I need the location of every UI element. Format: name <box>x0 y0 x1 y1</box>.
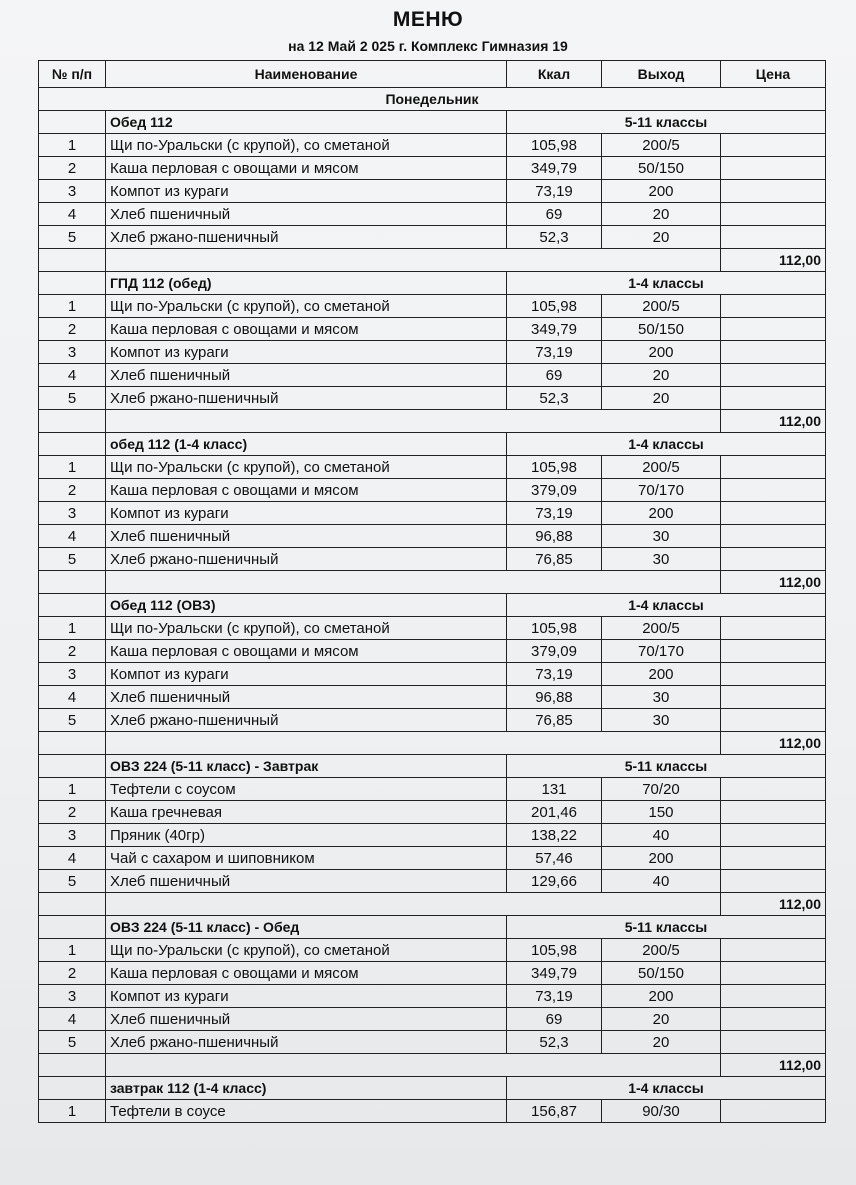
item-kcal: 105,98 <box>507 295 602 318</box>
item-output: 70/20 <box>602 778 721 801</box>
item-price <box>721 134 826 157</box>
item-output: 20 <box>602 1031 721 1054</box>
item-number: 3 <box>39 985 106 1008</box>
item-price <box>721 525 826 548</box>
section-name: Обед 112 <box>106 111 507 134</box>
item-output: 90/30 <box>602 1100 721 1123</box>
item-kcal: 69 <box>507 1008 602 1031</box>
item-kcal: 96,88 <box>507 686 602 709</box>
item-price <box>721 295 826 318</box>
item-kcal: 73,19 <box>507 341 602 364</box>
section-total-price: 112,00 <box>721 571 826 594</box>
item-number: 2 <box>39 640 106 663</box>
total-empty-cell <box>39 410 106 433</box>
item-kcal: 76,85 <box>507 548 602 571</box>
item-output: 150 <box>602 801 721 824</box>
section-name: завтрак 112 (1-4 класс) <box>106 1077 507 1100</box>
table-row <box>39 824 826 847</box>
table-row <box>39 180 826 203</box>
item-name: Хлеб пшеничный <box>106 1008 507 1031</box>
item-price <box>721 640 826 663</box>
section-total-price: 112,00 <box>721 410 826 433</box>
section-total-price: 112,00 <box>721 1054 826 1077</box>
item-name: Хлеб ржано-пшеничный <box>106 387 507 410</box>
table-row <box>39 134 826 157</box>
item-price <box>721 801 826 824</box>
item-number: 4 <box>39 203 106 226</box>
section-total-row <box>39 893 826 916</box>
item-number: 2 <box>39 962 106 985</box>
item-number: 4 <box>39 686 106 709</box>
item-name: Хлеб пшеничный <box>106 203 507 226</box>
table-row <box>39 709 826 732</box>
item-price <box>721 939 826 962</box>
table-row <box>39 157 826 180</box>
item-kcal: 52,3 <box>507 387 602 410</box>
table-row <box>39 318 826 341</box>
item-kcal: 349,79 <box>507 318 602 341</box>
item-output: 20 <box>602 387 721 410</box>
table-row <box>39 203 826 226</box>
section-classes: 5-11 классы <box>507 111 826 134</box>
item-price <box>721 1100 826 1123</box>
item-name: Каша перловая с овощами и мясом <box>106 318 507 341</box>
section-total-row <box>39 410 826 433</box>
section-name: ОВЗ 224 (5-11 класс) - Завтрак <box>106 755 507 778</box>
item-output: 200/5 <box>602 939 721 962</box>
item-price <box>721 203 826 226</box>
item-output: 200 <box>602 502 721 525</box>
item-kcal: 129,66 <box>507 870 602 893</box>
table-row <box>39 617 826 640</box>
item-name: Пряник (40гр) <box>106 824 507 847</box>
item-name: Тефтели с соусом <box>106 778 507 801</box>
day-label: Понедельник <box>39 88 826 111</box>
item-kcal: 57,46 <box>507 847 602 870</box>
item-price <box>721 824 826 847</box>
item-output: 200/5 <box>602 295 721 318</box>
item-output: 200 <box>602 341 721 364</box>
item-price <box>721 387 826 410</box>
item-name: Компот из кураги <box>106 985 507 1008</box>
item-price <box>721 548 826 571</box>
item-number: 4 <box>39 847 106 870</box>
item-number: 1 <box>39 939 106 962</box>
table-row <box>39 663 826 686</box>
item-name: Компот из кураги <box>106 663 507 686</box>
item-name: Каша перловая с овощами и мясом <box>106 962 507 985</box>
item-name: Щи по-Уральски (с крупой), со сметаной <box>106 295 507 318</box>
section-number-cell <box>39 111 106 134</box>
item-number: 3 <box>39 663 106 686</box>
item-number: 2 <box>39 801 106 824</box>
table-row <box>39 479 826 502</box>
item-name: Хлеб пшеничный <box>106 525 507 548</box>
item-kcal: 73,19 <box>507 663 602 686</box>
item-number: 1 <box>39 456 106 479</box>
item-number: 2 <box>39 479 106 502</box>
item-price <box>721 1008 826 1031</box>
item-price <box>721 686 826 709</box>
item-price <box>721 180 826 203</box>
item-kcal: 105,98 <box>507 617 602 640</box>
item-number: 4 <box>39 1008 106 1031</box>
item-number: 3 <box>39 502 106 525</box>
item-output: 20 <box>602 203 721 226</box>
item-price <box>721 456 826 479</box>
total-spacer-cell <box>106 893 721 916</box>
item-price <box>721 341 826 364</box>
section-name: ОВЗ 224 (5-11 класс) - Обед <box>106 916 507 939</box>
item-price <box>721 870 826 893</box>
item-kcal: 156,87 <box>507 1100 602 1123</box>
item-number: 5 <box>39 1031 106 1054</box>
total-spacer-cell <box>106 1054 721 1077</box>
table-row <box>39 686 826 709</box>
section-classes: 1-4 классы <box>507 433 826 456</box>
item-name: Тефтели в соусе <box>106 1100 507 1123</box>
item-kcal: 138,22 <box>507 824 602 847</box>
item-number: 1 <box>39 778 106 801</box>
item-kcal: 379,09 <box>507 479 602 502</box>
item-number: 4 <box>39 364 106 387</box>
table-row <box>39 295 826 318</box>
item-kcal: 105,98 <box>507 939 602 962</box>
table-row <box>39 962 826 985</box>
item-number: 1 <box>39 617 106 640</box>
item-number: 3 <box>39 341 106 364</box>
item-name: Каша перловая с овощами и мясом <box>106 640 507 663</box>
item-kcal: 73,19 <box>507 180 602 203</box>
item-kcal: 131 <box>507 778 602 801</box>
section-number-cell <box>39 433 106 456</box>
section-total-row <box>39 571 826 594</box>
item-output: 30 <box>602 548 721 571</box>
item-name: Щи по-Уральски (с крупой), со сметаной <box>106 939 507 962</box>
item-output: 50/150 <box>602 157 721 180</box>
total-empty-cell <box>39 893 106 916</box>
item-output: 200/5 <box>602 134 721 157</box>
section-classes: 5-11 классы <box>507 916 826 939</box>
item-kcal: 379,09 <box>507 640 602 663</box>
item-output: 20 <box>602 226 721 249</box>
item-number: 1 <box>39 1100 106 1123</box>
section-classes: 5-11 классы <box>507 755 826 778</box>
item-kcal: 52,3 <box>507 226 602 249</box>
section-classes: 1-4 классы <box>507 1077 826 1100</box>
item-price <box>721 962 826 985</box>
item-number: 2 <box>39 157 106 180</box>
item-name: Хлеб пшеничный <box>106 870 507 893</box>
table-row <box>39 341 826 364</box>
item-price <box>721 847 826 870</box>
item-name: Компот из кураги <box>106 502 507 525</box>
table-row <box>39 939 826 962</box>
item-output: 30 <box>602 525 721 548</box>
section-header-row <box>39 916 826 939</box>
item-name: Хлеб пшеничный <box>106 686 507 709</box>
item-output: 200 <box>602 663 721 686</box>
section-number-cell <box>39 916 106 939</box>
item-number: 5 <box>39 548 106 571</box>
item-price <box>721 364 826 387</box>
item-name: Хлеб ржано-пшеничный <box>106 226 507 249</box>
section-header-row <box>39 111 826 134</box>
section-number-cell <box>39 755 106 778</box>
item-name: Хлеб пшеничный <box>106 364 507 387</box>
total-empty-cell <box>39 732 106 755</box>
table-row <box>39 226 826 249</box>
item-price <box>721 318 826 341</box>
item-number: 4 <box>39 525 106 548</box>
table-row <box>39 502 826 525</box>
item-kcal: 349,79 <box>507 157 602 180</box>
section-header-row <box>39 755 826 778</box>
menu-subtitle: на 12 Май 2 025 г. Комплекс Гимназия 19 <box>288 38 568 54</box>
table-row <box>39 1008 826 1031</box>
col-header-number: № п/п <box>39 61 106 88</box>
section-header-row <box>39 594 826 617</box>
item-output: 200/5 <box>602 456 721 479</box>
item-name: Щи по-Уральски (с крупой), со сметаной <box>106 134 507 157</box>
table-row <box>39 364 826 387</box>
total-empty-cell <box>39 249 106 272</box>
item-output: 30 <box>602 686 721 709</box>
table-header-row <box>39 61 826 88</box>
item-name: Хлеб ржано-пшеничный <box>106 1031 507 1054</box>
item-number: 5 <box>39 709 106 732</box>
table-row <box>39 548 826 571</box>
item-number: 5 <box>39 387 106 410</box>
item-price <box>721 617 826 640</box>
section-total-row <box>39 1054 826 1077</box>
section-number-cell <box>39 272 106 295</box>
item-name: Хлеб ржано-пшеничный <box>106 709 507 732</box>
item-kcal: 69 <box>507 203 602 226</box>
col-header-price: Цена <box>721 61 826 88</box>
item-price <box>721 479 826 502</box>
item-price <box>721 1031 826 1054</box>
item-number: 3 <box>39 824 106 847</box>
item-output: 40 <box>602 870 721 893</box>
item-price <box>721 985 826 1008</box>
item-name: Хлеб ржано-пшеничный <box>106 548 507 571</box>
total-spacer-cell <box>106 571 721 594</box>
section-total-price: 112,00 <box>721 732 826 755</box>
item-output: 20 <box>602 364 721 387</box>
item-kcal: 69 <box>507 364 602 387</box>
item-kcal: 73,19 <box>507 502 602 525</box>
table-row <box>39 801 826 824</box>
item-output: 200 <box>602 180 721 203</box>
table-row <box>39 640 826 663</box>
item-output: 20 <box>602 1008 721 1031</box>
section-number-cell <box>39 1077 106 1100</box>
item-price <box>721 778 826 801</box>
item-output: 30 <box>602 709 721 732</box>
item-number: 1 <box>39 295 106 318</box>
section-total-price: 112,00 <box>721 249 826 272</box>
item-name: Щи по-Уральски (с крупой), со сметаной <box>106 456 507 479</box>
item-price <box>721 502 826 525</box>
item-number: 2 <box>39 318 106 341</box>
item-name: Чай с сахаром и шиповником <box>106 847 507 870</box>
table-row <box>39 985 826 1008</box>
item-output: 50/150 <box>602 962 721 985</box>
col-header-output: Выход <box>602 61 721 88</box>
section-name: обед 112 (1-4 класс) <box>106 433 507 456</box>
item-number: 5 <box>39 870 106 893</box>
section-total-price: 112,00 <box>721 893 826 916</box>
section-header-row <box>39 272 826 295</box>
item-name: Компот из кураги <box>106 180 507 203</box>
table-row <box>39 456 826 479</box>
total-spacer-cell <box>106 249 721 272</box>
item-kcal: 52,3 <box>507 1031 602 1054</box>
item-output: 70/170 <box>602 479 721 502</box>
menu-table <box>38 60 826 1123</box>
section-number-cell <box>39 594 106 617</box>
item-kcal: 201,46 <box>507 801 602 824</box>
section-total-row <box>39 732 826 755</box>
item-kcal: 349,79 <box>507 962 602 985</box>
item-price <box>721 709 826 732</box>
table-row <box>39 1031 826 1054</box>
item-price <box>721 157 826 180</box>
table-row <box>39 778 826 801</box>
item-output: 70/170 <box>602 640 721 663</box>
section-classes: 1-4 классы <box>507 272 826 295</box>
table-row <box>39 387 826 410</box>
section-header-row <box>39 1077 826 1100</box>
day-row <box>39 88 826 111</box>
total-empty-cell <box>39 571 106 594</box>
item-output: 50/150 <box>602 318 721 341</box>
item-output: 200/5 <box>602 617 721 640</box>
item-kcal: 73,19 <box>507 985 602 1008</box>
total-empty-cell <box>39 1054 106 1077</box>
table-row <box>39 525 826 548</box>
item-kcal: 105,98 <box>507 456 602 479</box>
section-total-row <box>39 249 826 272</box>
item-number: 3 <box>39 180 106 203</box>
section-name: ГПД 112 (обед) <box>106 272 507 295</box>
col-header-kcal: Ккал <box>507 61 602 88</box>
table-row <box>39 870 826 893</box>
item-name: Каша гречневая <box>106 801 507 824</box>
col-header-name: Наименование <box>106 61 507 88</box>
item-name: Компот из кураги <box>106 341 507 364</box>
item-kcal: 76,85 <box>507 709 602 732</box>
item-number: 5 <box>39 226 106 249</box>
item-number: 1 <box>39 134 106 157</box>
item-name: Каша перловая с овощами и мясом <box>106 157 507 180</box>
table-row <box>39 847 826 870</box>
item-output: 200 <box>602 847 721 870</box>
section-name: Обед 112 (ОВЗ) <box>106 594 507 617</box>
table-row <box>39 1100 826 1123</box>
item-name: Щи по-Уральски (с крупой), со сметаной <box>106 617 507 640</box>
item-output: 40 <box>602 824 721 847</box>
item-kcal: 105,98 <box>507 134 602 157</box>
item-kcal: 96,88 <box>507 525 602 548</box>
total-spacer-cell <box>106 410 721 433</box>
item-name: Каша перловая с овощами и мясом <box>106 479 507 502</box>
section-classes: 1-4 классы <box>507 594 826 617</box>
section-header-row <box>39 433 826 456</box>
item-output: 200 <box>602 985 721 1008</box>
item-price <box>721 663 826 686</box>
menu-title: МЕНЮ <box>392 8 464 31</box>
menu-table-body <box>39 88 826 1123</box>
item-price <box>721 226 826 249</box>
total-spacer-cell <box>106 732 721 755</box>
